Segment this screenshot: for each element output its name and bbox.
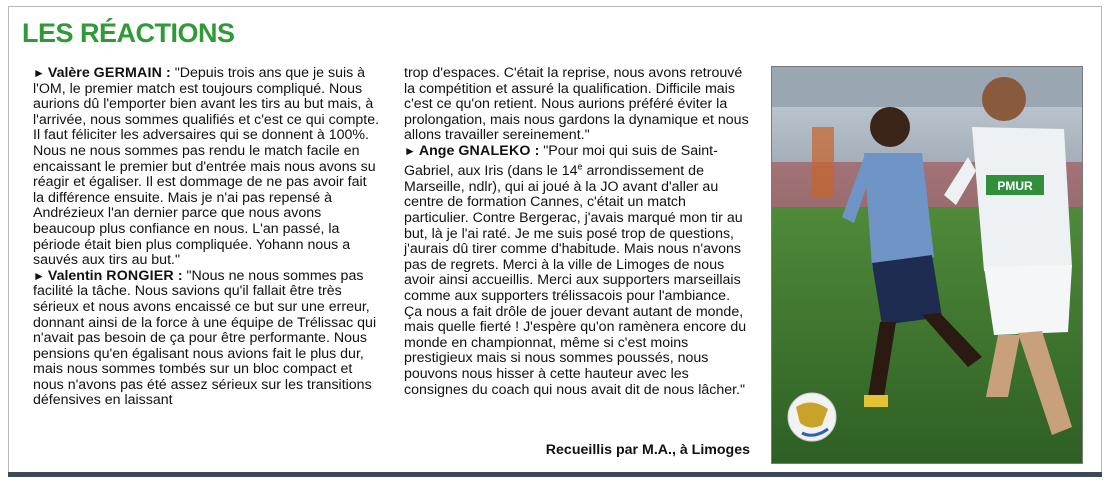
text-column-1 — [33, 66, 381, 409]
article-title: LES RÉACTIONS — [22, 18, 235, 48]
quote-text: "Nous ne nous sommes pas facilité la tâche. Nous savions qu'il fallait être très sérieux et nous avons encaissé ce but sur une erreur, donnant ainsi de la force à une équipe de Trélissac qui n'avait pas besoin de ça pour être performante. Nous pensions qu'en égalisant nous avions fait le plus dur, mais nous sommes tombés sur un bloc compact et nous n'avons pas été assez sérieux sur les transitions défensives en laissant — [33, 267, 377, 409]
quote-text: "Depuis trois ans que je suis à l'OM, le premier match est toujours compliqué. Nous aurions dû l'emporter bien avant les tirs au but mais, à l'arrivée, nous sommes qualifiés et c'est ce qui compte. Il faut féliciter les adversaires qui se donnent à 100%. Nous ne nous sommes pas rendu le match facile en encaissant le premier but d'entrée mais nous avons su réagir et égaliser. Il est dommage de ne pas avoir fait la différence ensuite. Mais je n'ai pas repensé à Andrézieux l'an dernier parce que nous avons beaucoup plus confiance en nous. L'an passé, la période était bien plus compliquée. Yohann nous a sauvés aux tirs au but." — [33, 65, 380, 269]
speaker-name: Valère GERMAIN : — [47, 65, 175, 81]
bottom-rule — [8, 472, 1102, 477]
bullet-arrow-icon: ► — [33, 66, 45, 80]
match-photo — [771, 66, 1083, 464]
speaker-name: Valentin RONGIER : — [47, 267, 187, 284]
reaction-gnaleko — [404, 144, 752, 398]
reaction-rongier-cont: trop d'espaces. C'était la reprise, nous avons retrouvé la compétition et assuré la qualification. Difficile mais c'est ce qu'on retient. Nous aurions préféré éviter la prolongation, mais nous gardons la dynamique et nous allons travailler sereinement." — [404, 65, 749, 144]
bullet-arrow-icon: ► — [33, 268, 45, 283]
quote-text: "Pour moi qui suis de Saint-Gabriel, aux Iris (dans le 14e arrondissement de Marseille, ndlr), qui ai joué à la JO avant d'aller au centre de formation Cannes, c'était un match particulier. Contre Bergerac, j'avais marqué mon tir au but, là je l'ai raté. Je me suis posé trop de questions, j'aurais dû tirer comme d'habitude. Mais nous n'avons pas de regrets. Merci à la ville de Limoges de nous avoir ainsi accueillis. Merci aux supporters marseillais comme aux supporters trélissacois pour l'ambiance. Ça nous a fait drôle de jouer devant autant de monde, mais quelle fierté ! J'espère qu'on ramènera encore du monde en championnat, même si c'est moins prestigieux mais si nous sommes poussés, nous pouvons nous hisser à cette hauteur avec les consignes du coach qui nous avait dit de nous lâcher." — [404, 142, 747, 398]
reaction-rongier — [33, 269, 381, 409]
credit-line: Recueillis par M.A., à Limoges — [545, 442, 750, 458]
jersey-sponsor: PMUR — [997, 179, 1033, 193]
reaction-germain — [33, 66, 381, 269]
speaker-name: Ange GNALEKO : — [418, 142, 544, 159]
match-photo-illustration — [772, 67, 1082, 463]
text-column-2 — [404, 66, 752, 398]
bullet-arrow-icon: ► — [404, 143, 416, 158]
ball — [788, 393, 836, 441]
